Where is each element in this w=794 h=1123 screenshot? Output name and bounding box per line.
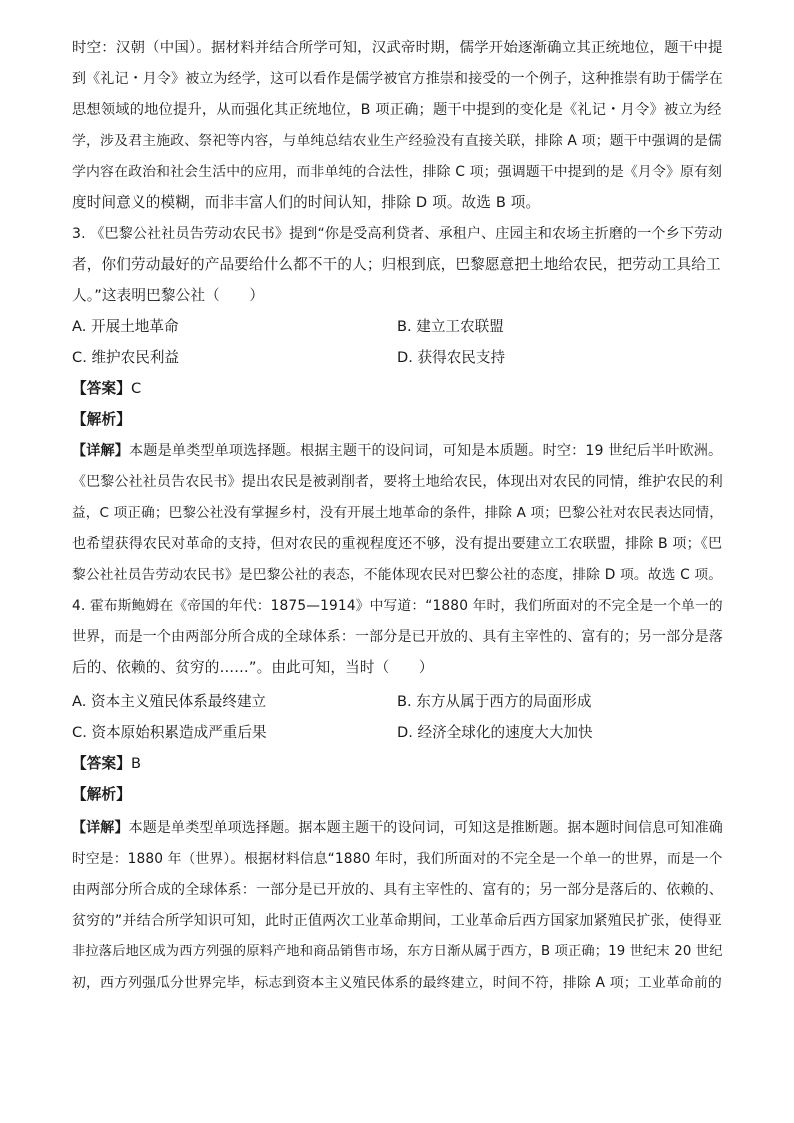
q3-answer-value: C: [130, 380, 142, 397]
q2-explanation-line-5: 学内容在政治和社会生活中的应用，而非单纯的合法性，排除 C 项；强调题干中提到的是《月令》原有刻: [72, 164, 723, 180]
q4-detail-line-1: [72, 818, 723, 838]
q3-detail-text-1: 本题是单类型单项选择题。根据主题干的设问词，可知是本质题。时空：19 世纪后半叶欧洲。: [129, 443, 723, 459]
q4-analysis-line: [72, 785, 131, 805]
q2-explanation-line-2: 到《礼记・月令》被立为经学，这可以看作是儒学被官方推崇和接受的一个例子，这种推崇有助于儒学在: [72, 71, 723, 87]
q3-analysis-line: [72, 410, 131, 430]
q3-stem-line-1: 3. 《巴黎公社社员告劳动农民书》提到“你是受高利贷者、承租户、庄园主和农场主折磨的一个乡下劳动: [72, 226, 723, 242]
q4-detail-line-6: 初，西方列强瓜分世界完毕，标志到资本主义殖民体系的最终建立，时间不符，排除 A 项；工业革命前的: [72, 975, 722, 991]
q3-stem-line-3: 人。”这表明巴黎公社（ ）: [72, 287, 265, 304]
q3-detail-line-1: [72, 441, 722, 461]
q4-stem-line-2: 世界，而是一个由两部分所合成的全球体系：一部分是已开放的、具有主宰性的、富有的；另一部分是落: [72, 629, 723, 645]
q4-option-c: C. 资本原始积累造成严重后果: [72, 724, 267, 741]
q3-detail-tag: 【详解】: [72, 443, 130, 459]
q4-detail-line-5: 非拉落后地区成为西方列强的原料产地和商品销售市场，东方日渐从属于西方，B 项正确；19 世纪末 20 世纪: [72, 944, 723, 959]
q3-answer-line: [72, 379, 141, 399]
q3-detail-line-4: 也希望获得农民对革命的支持，但对农民的重视程度还不够，没有提出要建立工农联盟，排除 B 项；《巴: [72, 536, 723, 552]
q3-analysis-tag: 【解析】: [72, 411, 131, 428]
q4-detail-tag: 【详解】: [72, 820, 129, 836]
q3-option-b: B. 建立工农联盟: [397, 318, 504, 335]
q4-option-a: A. 资本主义殖民体系最终建立: [72, 693, 267, 710]
q3-option-c: C. 维护农民利益: [72, 349, 180, 366]
q2-explanation-line-3: 思想领域的地位提升，从而强化其正统地位，B 项正确；题干中提到的变化是《礼记・月令》被立为经: [72, 102, 722, 118]
q3-detail-line-3: 益，C 项正确；巴黎公社没有掌握乡村，没有开展土地革命的条件，排除 A 项；巴黎公社对农民表达同情，: [72, 505, 723, 521]
q3-option-a: A. 开展土地革命: [72, 318, 179, 335]
q4-option-d: D. 经济全球化的速度大大加快: [397, 724, 593, 741]
q2-explanation-line-6: 度时间意义的模糊，而非丰富人们的时间认知，排除 D 项。故选 B 项。: [72, 194, 541, 211]
q4-answer-line: [72, 754, 141, 774]
q4-stem-line-3: 后的、依赖的、贫穷的……”。由此可知，当时（ ）: [72, 659, 434, 676]
q3-answer-tag: 【答案】: [72, 380, 131, 397]
q3-detail-line-2: 《巴黎公社社员告农民书》提出农民是被剥削者，要将土地给农民，体现出对农民的同情，维护农民的利: [72, 474, 723, 490]
q4-stem-line-1: 4. 霍布斯鲍姆在《帝国的年代：1875—1914》中写道：“1880 年时，我们所面对的不完全是一个单一的: [72, 598, 723, 614]
q2-explanation-line-4: 学，涉及君主施政、祭祀等内容，与单纯总结农业生产经验没有直接关联，排除 A 项；题干中强调的是儒: [72, 133, 722, 149]
q2-explanation-line-1: 时空：汉朝（中国）。据材料并结合所学可知，汉武帝时期，儒学开始逐渐确立其正统地位，题干中提: [72, 40, 723, 56]
q4-option-b: B. 东方从属于西方的局面形成: [397, 693, 592, 710]
q3-option-d: D. 获得农民支持: [397, 349, 506, 366]
q4-analysis-tag: 【解析】: [72, 786, 131, 803]
q4-detail-line-2: 时空是：1880 年（世界）。根据材料信息“1880 年时，我们所面对的不完全是一个单一的世界，而是一个: [72, 851, 723, 867]
q4-detail-line-4: 贫穷的”并结合所学知识可知，此时正值两次工业革命期间，工业革命后西方国家加紧殖民扩张，使得亚: [72, 913, 722, 929]
q4-detail-text-1: 本题是单类型单项选择题。据本题主题干的设问词，可知这是推断题。据本题时间信息可知准确: [128, 820, 723, 836]
q3-stem-line-2: 者，你们劳动最好的产品要给什么都不干的人；归根到底，巴黎愿意把土地给农民，把劳动工具给工: [72, 256, 721, 273]
q3-detail-line-5: 黎公社社员告劳动农民书》是巴黎公社的表态，不能体现农民对巴黎公社的态度，排除 D 项。故选 C 项。: [72, 567, 723, 583]
q4-answer-tag: 【答案】: [72, 755, 131, 772]
q4-answer-value: B: [130, 755, 142, 772]
q4-detail-line-3: 由两部分所合成的全球体系：一部分是已开放的、具有主宰性的、富有的；另一部分是落后的、依赖的、: [72, 882, 723, 898]
